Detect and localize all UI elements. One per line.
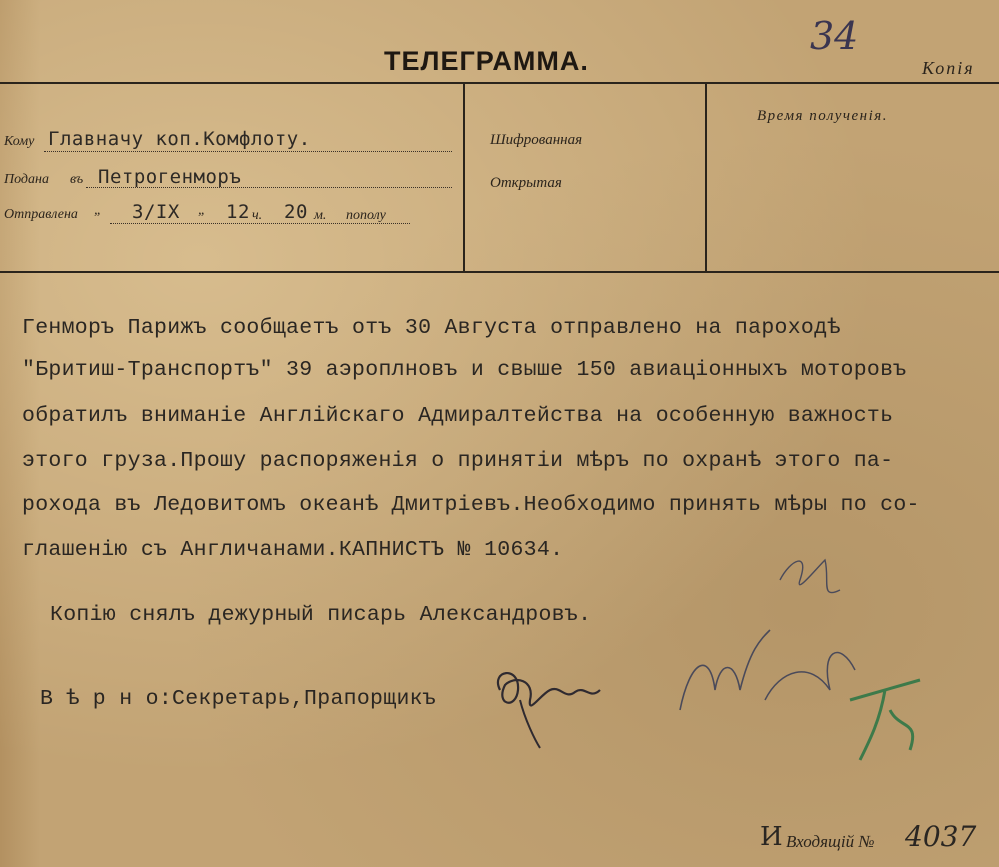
- filed-prep: въ: [70, 172, 84, 187]
- sent-minutes: 20: [284, 201, 308, 223]
- encrypted-label: Шифрованная: [490, 132, 583, 148]
- sent-suffix: пополу: [346, 208, 386, 223]
- filed-label: Подана: [4, 172, 49, 187]
- incoming-prefix: И: [760, 822, 783, 852]
- form-bottom-rule: [0, 271, 999, 273]
- sent-quote-open: „: [94, 203, 102, 218]
- sent-minutes-unit: м.: [314, 208, 327, 223]
- open-label: Открытая: [490, 175, 562, 191]
- copy-label: Копія: [922, 58, 975, 78]
- to-label: Кому: [4, 134, 35, 149]
- sent-label: Отправлена: [4, 207, 78, 222]
- body-line-3: обратилъ вниманіе Англійскаго Адмиралтейства на особенную важность: [22, 404, 894, 428]
- incoming-number: 4037: [905, 820, 977, 853]
- green-pencil-mark: [840, 660, 940, 770]
- sent-hours-unit: ч.: [252, 208, 263, 223]
- received-time-label: Время полученія.: [757, 108, 889, 124]
- header-rule: [0, 82, 999, 84]
- incoming-label: Входящій №: [786, 832, 875, 851]
- body-line-5: рохода въ Ледовитомъ океанѣ Дмитріевъ.Необходимо принять мѣры по со-: [22, 493, 920, 517]
- copy-note: Копію снялъ дежурный писарь Александровъ.: [50, 603, 592, 627]
- body-line-1: Генморъ Парижъ сообщаетъ отъ 30 Августа отправлено на пароходѣ: [22, 316, 841, 340]
- document-title: ТЕЛЕГРАММА.: [384, 46, 589, 76]
- form-divider-left: [463, 84, 465, 271]
- filed-value: Петрогенморъ: [98, 166, 242, 188]
- page-number: 34: [810, 14, 859, 58]
- to-value: Главначу коп.Комфлоту.: [48, 128, 311, 150]
- sent-hours: 12: [226, 201, 250, 223]
- filed-underline: [86, 186, 452, 188]
- body-line-6: глашенію съ Англичанами.КАПНИСТЪ № 10634.: [22, 538, 564, 562]
- to-underline: [44, 150, 452, 152]
- sent-underline: [110, 222, 410, 224]
- body-line-4: этого груза.Прошу распоряженія о принятіи мѣръ по охранѣ этого па-: [22, 449, 894, 473]
- certified-line: В ѣ р н о:Секретарь,Прапорщикъ: [40, 687, 437, 711]
- sent-date: 3/IX: [132, 201, 180, 223]
- secretary-signature: [480, 660, 620, 750]
- body-line-2: "Бритиш-Транспортъ" 39 аэроплновъ и свыше 150 авиаціонныхъ моторовъ: [22, 358, 907, 382]
- sent-quote-close: „: [198, 203, 206, 218]
- form-divider-right: [705, 84, 707, 271]
